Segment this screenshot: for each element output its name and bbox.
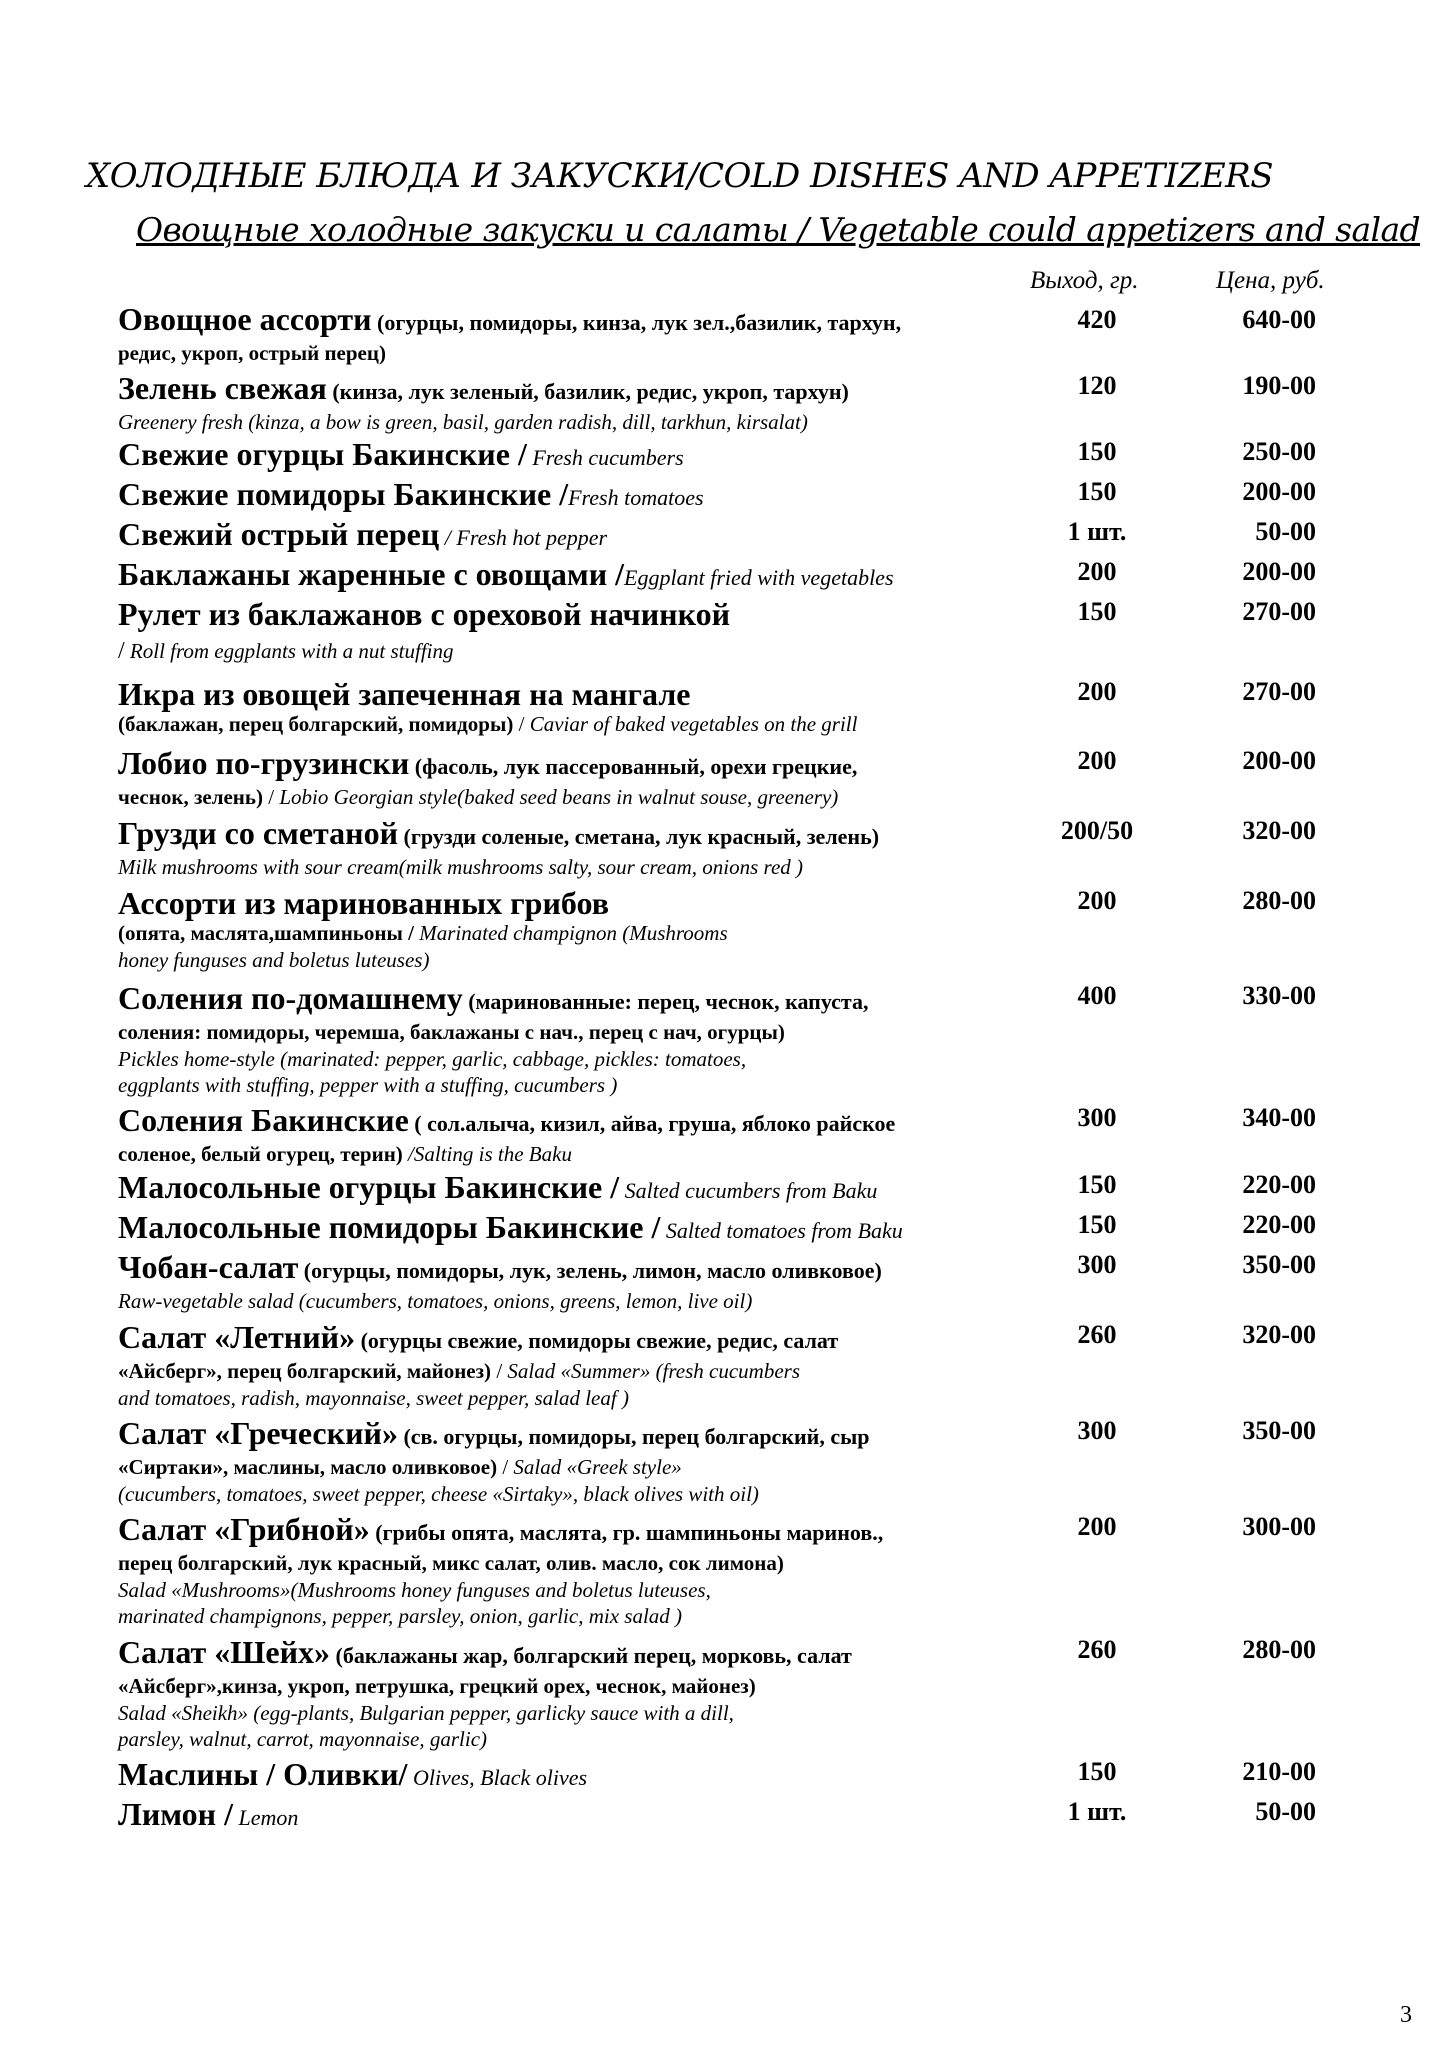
item-separator: / bbox=[118, 638, 125, 664]
item-name: Свежие огурцы Бакинские / bbox=[118, 436, 527, 472]
item-english: Greenery fresh (kinza, a bow is green, basil, garden radish, dill, tarkhun, kirsalat) bbox=[118, 410, 808, 434]
item-name: Соления по-домашнему bbox=[118, 980, 463, 1016]
menu-item bbox=[118, 1512, 1038, 1629]
item-output: 150 bbox=[1077, 1210, 1117, 1239]
item-description: (грузди соленые, сметана, лук красный, зелень) bbox=[398, 824, 880, 849]
item-price: 220-00 bbox=[1242, 1170, 1316, 1199]
item-description: (огурцы свежие, помидоры свежие, редис, салат bbox=[355, 1328, 839, 1353]
item-english: Olives, Black olives bbox=[407, 1765, 588, 1790]
item-description: (маринованные: перец, чеснок, капуста, bbox=[462, 989, 869, 1014]
item-english: Salted cucumbers from Baku bbox=[619, 1178, 878, 1203]
item-name: Салат «Грибной» bbox=[118, 1511, 370, 1547]
menu-item bbox=[118, 1320, 1038, 1411]
item-description: «Айсберг»,кинза, укроп, петрушка, грецкий орех, чеснок, майонез) bbox=[118, 1674, 756, 1698]
item-description: (огурцы, помидоры, лук, зелень, лимон, масло оливковое) bbox=[298, 1258, 882, 1283]
item-description: (грибы опята, маслята, гр. шампиньоны маринов., bbox=[369, 1520, 884, 1545]
menu-item bbox=[118, 477, 1038, 515]
item-price: 300-00 bbox=[1242, 1512, 1316, 1541]
item-english: Salad «Summer» (fresh cucumbers bbox=[507, 1359, 801, 1383]
item-price: 250-00 bbox=[1242, 437, 1316, 466]
item-description: ( сол.алыча, кизил, айва, груша, яблоко райское bbox=[408, 1111, 896, 1136]
item-price: 50-00 bbox=[1255, 1797, 1316, 1826]
item-english: Pickles home-style (marinated: pepper, garlic, cabbage, pickles: tomatoes, bbox=[118, 1047, 747, 1071]
item-english: Caviar of baked vegetables on the grill bbox=[529, 712, 858, 736]
item-name: Зелень свежая bbox=[118, 370, 327, 406]
item-output: 1 шт. bbox=[1067, 517, 1127, 546]
item-english: (cucumbers, tomatoes, sweet pepper, cheese «Sirtaky», black olives with oil) bbox=[118, 1482, 759, 1506]
item-name: Рулет из баклажанов с ореховой начинкой bbox=[118, 596, 731, 632]
item-description: соления: помидоры, черемша, баклажаны с нач., перец с нач, огурцы) bbox=[118, 1020, 785, 1044]
item-price: 350-00 bbox=[1242, 1250, 1316, 1279]
item-description: чеснок, зелень) bbox=[118, 785, 264, 809]
item-price: 320-00 bbox=[1242, 1320, 1316, 1349]
menu-item bbox=[118, 437, 1038, 475]
menu-item bbox=[118, 746, 1038, 811]
item-output: 200/50 bbox=[1060, 816, 1134, 845]
item-price: 190-00 bbox=[1242, 371, 1316, 400]
column-header-price: Цена, руб. bbox=[1216, 267, 1325, 294]
item-price: 640-00 bbox=[1242, 305, 1316, 334]
item-separator: / bbox=[513, 712, 530, 736]
menu-item bbox=[118, 1103, 1038, 1168]
item-name: Лимон / bbox=[118, 1796, 233, 1832]
item-price: 200-00 bbox=[1242, 477, 1316, 506]
item-output: 150 bbox=[1077, 1170, 1117, 1199]
menu-item bbox=[118, 517, 1038, 555]
item-english: parsley, walnut, carrot, mayonnaise, garlic) bbox=[118, 1727, 488, 1751]
item-name: Чобан-салат bbox=[118, 1249, 299, 1285]
item-english: Salted tomatoes from Baku bbox=[660, 1218, 903, 1243]
menu-item bbox=[118, 302, 1038, 367]
item-output: 200 bbox=[1077, 677, 1117, 706]
column-header-output: Выход, гр. bbox=[1030, 267, 1139, 294]
item-output: 300 bbox=[1077, 1103, 1117, 1132]
menu-item bbox=[118, 557, 1038, 595]
item-description: «Сиртаки», маслины, масло оливковое) bbox=[118, 1455, 498, 1479]
item-description: (кинза, лук зеленый, базилик, редис, укроп, тархун) bbox=[326, 379, 849, 404]
item-english: Salad «Sheikh» (egg-plants, Bulgarian pepper, garlicky sauce with a dill, bbox=[118, 1701, 734, 1725]
item-english: Fresh tomatoes bbox=[568, 485, 704, 510]
item-separator: / bbox=[491, 1359, 508, 1383]
item-price: 210-00 bbox=[1242, 1757, 1316, 1786]
item-english: Fresh cucumbers bbox=[526, 445, 684, 470]
item-output: 300 bbox=[1077, 1250, 1117, 1279]
item-price: 270-00 bbox=[1242, 597, 1316, 626]
item-name: Соления Бакинские bbox=[118, 1102, 409, 1138]
item-price: 340-00 bbox=[1242, 1103, 1316, 1132]
item-output: 150 bbox=[1077, 1757, 1117, 1786]
menu-item bbox=[118, 371, 1038, 435]
menu-item bbox=[118, 1757, 1038, 1795]
item-output: 150 bbox=[1077, 437, 1117, 466]
item-name: Салат «Летний» bbox=[118, 1319, 356, 1355]
item-english: Marinated champignon (Mushrooms bbox=[414, 921, 728, 945]
item-name: Лобио по-грузински bbox=[118, 745, 410, 781]
item-description: (св. огурцы, помидоры, перец болгарский, сыр bbox=[397, 1424, 870, 1449]
item-name: Малосольные помидоры Бакинские / bbox=[118, 1209, 661, 1245]
menu-item bbox=[118, 1170, 1038, 1208]
menu-item bbox=[118, 677, 1038, 738]
item-english: Milk mushrooms with sour cream(milk mushrooms salty, sour cream, onions red ) bbox=[118, 855, 804, 879]
item-price: 330-00 bbox=[1242, 981, 1316, 1010]
menu-item bbox=[118, 1635, 1038, 1752]
item-price: 50-00 bbox=[1255, 517, 1316, 546]
item-english: Salad «Greek style» bbox=[513, 1455, 682, 1479]
item-name: Салат «Греческий» bbox=[118, 1415, 398, 1451]
item-english: Raw-vegetable salad (cucumbers, tomatoes, onions, greens, lemon, live oil) bbox=[118, 1289, 753, 1313]
item-price: 270-00 bbox=[1242, 677, 1316, 706]
item-output: 150 bbox=[1077, 597, 1117, 626]
item-english: honey funguses and boletus luteuses) bbox=[118, 948, 430, 972]
item-name: Баклажаны жаренные с овощами / bbox=[118, 556, 625, 592]
item-english: Lobio Georgian style(baked seed beans in walnut souse, greenery) bbox=[279, 785, 839, 809]
item-english: Salad «Mushrooms»(Mushrooms honey funguses and boletus luteuses, bbox=[118, 1578, 711, 1602]
menu-item bbox=[118, 886, 1038, 973]
item-separator: / bbox=[439, 525, 457, 550]
item-output: 420 bbox=[1077, 305, 1117, 334]
menu-item bbox=[118, 816, 1038, 880]
item-english: marinated champignons, pepper, parsley, onion, garlic, mix salad ) bbox=[118, 1604, 683, 1628]
item-price: 220-00 bbox=[1242, 1210, 1316, 1239]
item-price: 200-00 bbox=[1242, 746, 1316, 775]
item-english: Fresh hot pepper bbox=[456, 525, 608, 550]
item-name: Овощное ассорти bbox=[118, 301, 372, 337]
item-output: 120 bbox=[1077, 371, 1117, 400]
item-english: and tomatoes, radish, mayonnaise, sweet pepper, salad leaf ) bbox=[118, 1386, 629, 1410]
item-price: 350-00 bbox=[1242, 1416, 1316, 1445]
page-title: ХОЛОДНЫЕ БЛЮДА И ЗАКУСКИ/COLD DISHES AND APPETIZERS bbox=[86, 156, 1274, 196]
item-name: Салат «Шейх» bbox=[118, 1634, 331, 1670]
page-number: 3 bbox=[1400, 2002, 1412, 2028]
item-english: eggplants with stuffing, pepper with a stuffing, cucumbers ) bbox=[118, 1073, 618, 1097]
item-separator: / bbox=[263, 785, 280, 809]
item-price: 200-00 bbox=[1242, 557, 1316, 586]
item-description: «Айсберг», перец болгарский, майонез) bbox=[118, 1359, 492, 1383]
item-output: 260 bbox=[1077, 1320, 1117, 1349]
item-english: Eggplant fried with vegetables bbox=[624, 565, 894, 590]
item-description: редис, укроп, острый перец) bbox=[118, 341, 386, 365]
item-english: /Salting is the Baku bbox=[402, 1142, 572, 1166]
item-output: 150 bbox=[1077, 477, 1117, 506]
item-description: соленое, белый огурец, терин) bbox=[118, 1142, 403, 1166]
menu-item bbox=[118, 1210, 1038, 1248]
item-name: Маслины / Оливки/ bbox=[118, 1756, 408, 1792]
item-description: (фасоль, лук пассерованный, орехи грецкие, bbox=[409, 754, 858, 779]
menu-item bbox=[118, 1250, 1038, 1314]
item-name: Свежие помидоры Бакинские / bbox=[118, 476, 569, 512]
menu-item bbox=[118, 1416, 1038, 1507]
item-output: 260 bbox=[1077, 1635, 1117, 1664]
item-description: (огурцы, помидоры, кинза, лук зел.,базилик, тархун, bbox=[371, 310, 902, 335]
item-price: 280-00 bbox=[1242, 1635, 1316, 1664]
item-output: 400 bbox=[1077, 981, 1117, 1010]
item-description: перец болгарский, лук красный, микс салат, олив. масло, сок лимона) bbox=[118, 1551, 784, 1575]
menu-item bbox=[118, 1797, 1038, 1835]
item-output: 200 bbox=[1077, 557, 1117, 586]
item-english: Lemon bbox=[232, 1805, 299, 1830]
item-description: (баклажаны жар, болгарский перец, морковь, салат bbox=[330, 1643, 852, 1668]
item-name: Ассорти из маринованных грибов bbox=[118, 885, 609, 921]
item-output: 300 bbox=[1077, 1416, 1117, 1445]
item-output: 200 bbox=[1077, 886, 1117, 915]
item-output: 1 шт. bbox=[1067, 1797, 1127, 1826]
item-description: (опята, маслята,шампиньоны / bbox=[118, 921, 414, 945]
item-output: 200 bbox=[1077, 1512, 1117, 1541]
item-description: (баклажан, перец болгарский, помидоры) bbox=[118, 712, 514, 736]
item-english: Roll from eggplants with a nut stuffing bbox=[124, 639, 454, 663]
item-name: Икра из овощей запеченная на мангале bbox=[118, 676, 691, 712]
item-name: Свежий острый перец bbox=[118, 516, 440, 552]
item-name: Малосольные огурцы Бакинские / bbox=[118, 1169, 620, 1205]
menu-item bbox=[118, 597, 1038, 667]
item-separator: / bbox=[497, 1455, 514, 1479]
item-price: 280-00 bbox=[1242, 886, 1316, 915]
menu-item bbox=[118, 981, 1038, 1098]
item-output: 200 bbox=[1077, 746, 1117, 775]
item-price: 320-00 bbox=[1242, 816, 1316, 845]
item-name: Грузди со сметаной bbox=[118, 815, 399, 851]
section-subtitle: Овощные холодные закуски и салаты / Vegetable could appetizers and salad bbox=[136, 210, 1421, 249]
